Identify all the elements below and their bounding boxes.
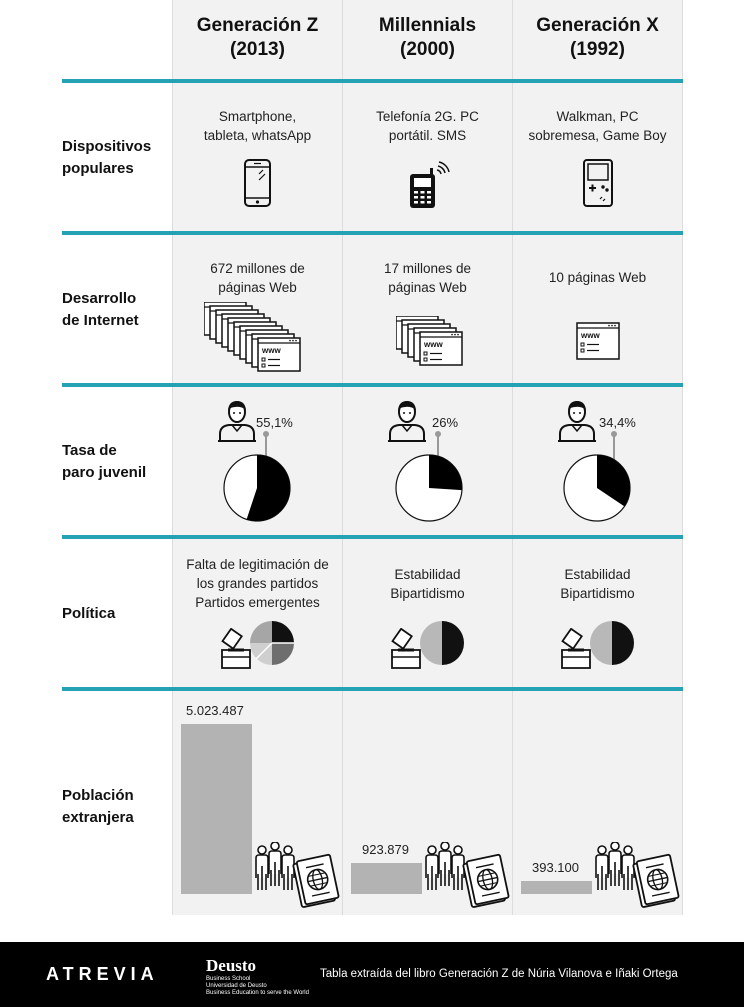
cell-line: Partidos emergentes [195, 595, 320, 610]
smartphone-icon [243, 158, 273, 208]
unemployment-value-gen-x: 34,4% [599, 415, 636, 430]
migrants-passport-icon [254, 842, 340, 910]
deusto-logo-name: Deusto [206, 956, 257, 975]
cell-line: páginas Web [218, 280, 297, 295]
cell-line: 17 millones de [383, 261, 472, 276]
header-gen-z [172, 14, 343, 62]
cell-line: Telefonía 2G. PC [376, 109, 479, 124]
cell-line: Falta de legitimación de [186, 557, 329, 572]
cell-line: Estabilidad [394, 567, 461, 582]
row-label-unemployment [62, 440, 172, 484]
header-gen-x-name: Generación X [536, 15, 659, 36]
row-label-line: paro juvenil [62, 464, 147, 481]
two-party-pie-icon [419, 620, 465, 666]
deusto-logo-sub: Business School [206, 976, 251, 982]
cell-line: 672 millones de [210, 261, 305, 276]
multi-party-pie-icon [249, 620, 295, 666]
www-label: www [262, 346, 281, 355]
header-millennials [342, 14, 513, 62]
unemployment-value-gen-z: 55,1% [256, 415, 293, 430]
row-label-population [62, 785, 172, 829]
deusto-logo-sub: Business Education to serve the World [206, 990, 309, 996]
row-label-line: Desarrollo [62, 290, 137, 307]
ballot-box-icon [220, 628, 252, 670]
header-gen-x [512, 14, 683, 62]
unemployment-pie-gen-x [560, 430, 634, 524]
politics-cell-millennials [342, 565, 513, 603]
devices-cell-millennials [342, 107, 513, 145]
cell-line: Walkman, PC [556, 109, 639, 124]
header-gen-z-year: (2013) [230, 39, 285, 60]
deusto-logo [206, 956, 309, 997]
cell-line: Smartphone, [218, 109, 297, 124]
row-label-devices [62, 136, 172, 180]
browser-window [577, 323, 619, 359]
unemployment-pie-gen-z [220, 430, 294, 524]
devices-cell-gen-x [512, 107, 683, 145]
web-page-icon [575, 321, 623, 363]
population-value-gen-z: 5.023.487 [186, 703, 244, 718]
row-label-internet [62, 288, 172, 332]
cell-line: Estabilidad [564, 567, 631, 582]
row-divider [62, 687, 683, 691]
internet-cell-gen-z [172, 259, 343, 297]
row-label-line: Población [62, 787, 134, 804]
row-label-line: populares [62, 160, 134, 177]
politics-cell-gen-z [172, 555, 343, 612]
row-label-line: extranjera [62, 809, 134, 826]
row-label-line: de Internet [62, 312, 139, 329]
ballot-box-icon [560, 628, 592, 670]
row-label-line: Dispositivos [62, 138, 152, 155]
politics-cell-gen-x [512, 565, 683, 603]
migrants-passport-icon [594, 842, 680, 910]
two-party-pie-icon [589, 620, 635, 666]
cell-line: Bipartidismo [390, 586, 465, 601]
deusto-logo-sub: Universidad de Deusto [206, 983, 267, 989]
row-divider [62, 79, 683, 83]
cell-line: 10 páginas Web [548, 270, 647, 285]
internet-cell-gen-x [512, 268, 683, 287]
pie-pointer-dot [263, 431, 269, 437]
footer [0, 942, 744, 1007]
pie-slice [429, 455, 462, 490]
unemployment-pie-millennials [392, 430, 466, 524]
population-value-millennials: 923.879 [362, 842, 409, 857]
row-divider [62, 231, 683, 235]
unemployment-value-millennials: 26% [432, 415, 459, 430]
row-label-politics [62, 603, 172, 625]
population-value-gen-x: 393.100 [532, 860, 579, 875]
web-pages-stack-icon [396, 316, 466, 368]
population-bar-millennials [351, 863, 422, 894]
header-gen-x-year: (1992) [570, 39, 625, 60]
row-label-line: Tasa de [62, 442, 117, 459]
cell-line: páginas Web [388, 280, 467, 295]
www-label: www [581, 331, 600, 340]
row-label-line: Política [62, 605, 116, 622]
row-divider [62, 535, 683, 539]
browser-window [258, 338, 300, 371]
devices-cell-gen-z [172, 107, 343, 145]
feature-phone-icon [408, 160, 450, 210]
cell-line: Bipartidismo [560, 586, 635, 601]
internet-cell-millennials [342, 259, 513, 297]
cell-line: sobremesa, Game Boy [528, 128, 667, 143]
browser-window [420, 332, 462, 365]
row-divider [62, 383, 683, 387]
game-boy-icon [582, 158, 614, 208]
cell-line: los grandes partidos [196, 576, 319, 591]
cell-line: portátil. SMS [388, 128, 467, 143]
header-gen-z-name: Generación Z [196, 15, 319, 36]
pie-pointer-dot [435, 431, 441, 437]
ballot-box-icon [390, 628, 422, 670]
header-millennials-name: Millennials [378, 15, 477, 36]
pie-pointer-dot [611, 431, 617, 437]
credit-text: Tabla extraída del libro Generación Z de Núria Vilanova e Iñaki Ortega [320, 968, 678, 980]
cell-line: tableta, whatsApp [203, 128, 312, 143]
migrants-passport-icon [424, 842, 510, 910]
population-bar-gen-z [181, 724, 252, 894]
atrevia-logo: ATREVIA [46, 964, 159, 984]
population-bar-gen-x [521, 881, 592, 894]
www-label: www [424, 340, 443, 349]
web-pages-stack-icon [204, 302, 316, 374]
header-millennials-year: (2000) [400, 39, 455, 60]
